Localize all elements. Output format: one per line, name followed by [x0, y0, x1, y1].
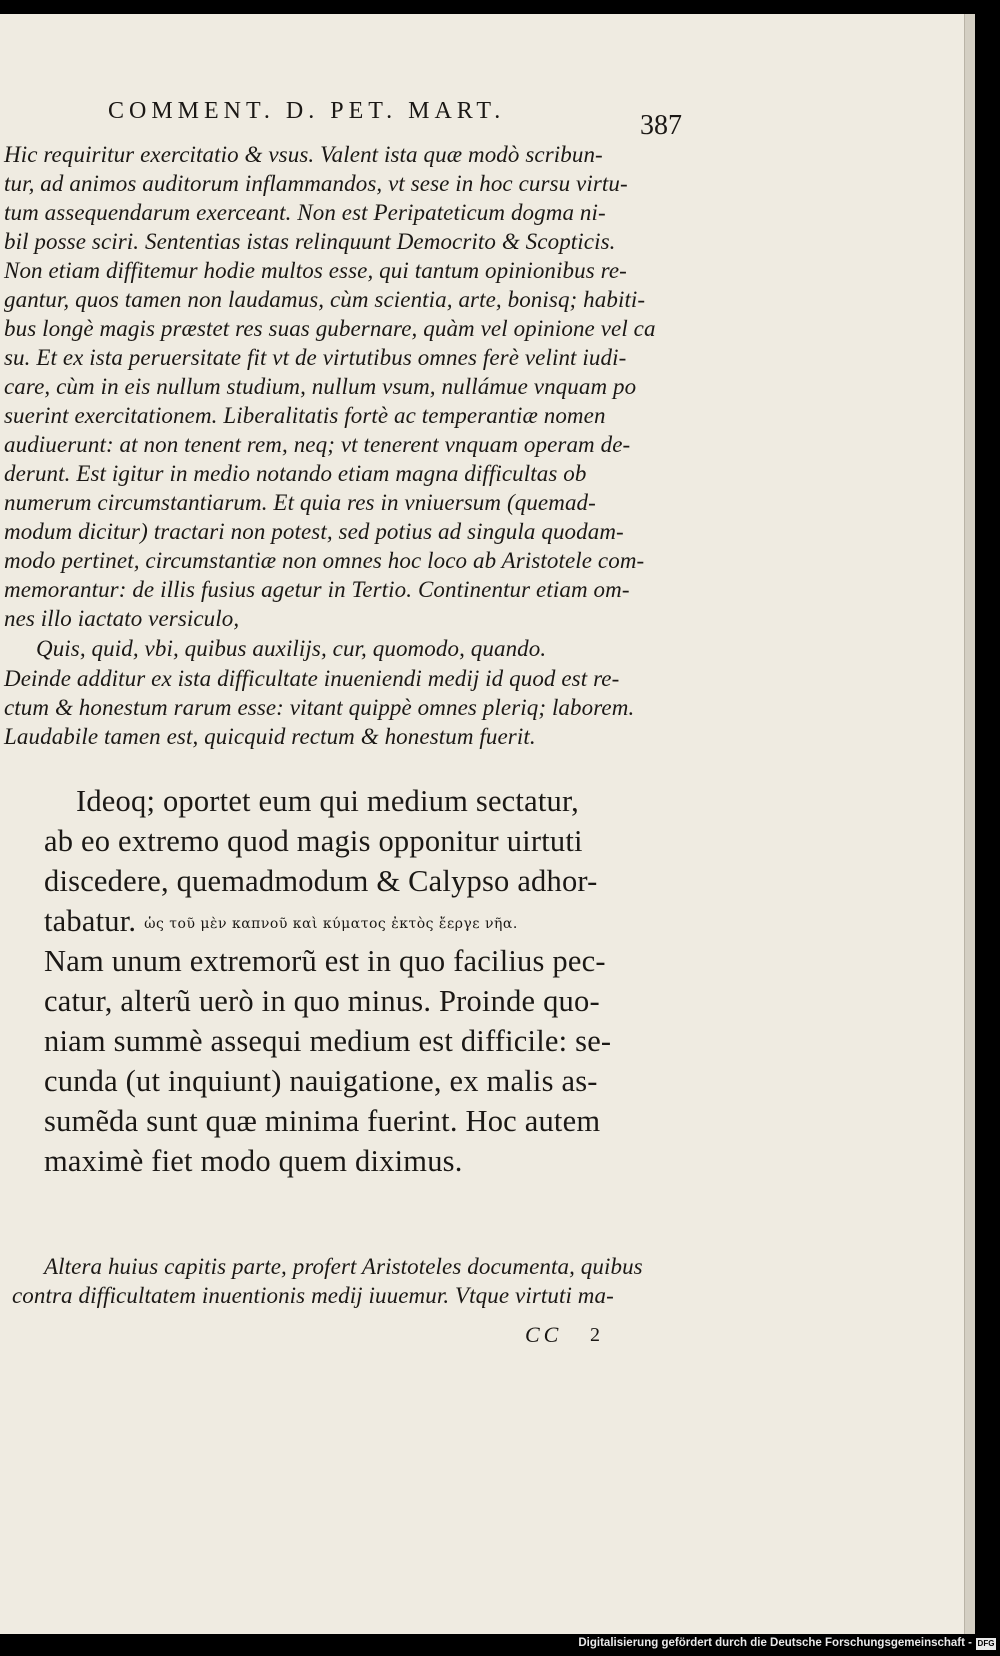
commentary-line: Non etiam diffitemur hodie multos esse, qui tantum opinionibus re- [4, 258, 627, 283]
commentary-line: suerint exercitationem. Liberalitatis fortè ac temperantiæ nomen [4, 403, 606, 428]
book-page [0, 14, 975, 1634]
lemma-line [44, 904, 518, 939]
lemma-line: cunda (ut inquiunt) nauigatione, ex malis as- [44, 1064, 598, 1098]
running-head: COMMENT. D. PET. MART. [108, 98, 506, 124]
commentary-line: tum assequendarum exerceant. Non est Peripateticum dogma ni- [4, 200, 606, 225]
commentary-line: numerum circumstantiarum. Et quia res in vniuersum (quemad- [4, 490, 596, 515]
lemma-line: Nam unum extremorũ est in quo facilius pec- [44, 944, 606, 978]
commentary-line: memorantur: de illis fusius agetur in Tertio. Continentur etiam om- [4, 577, 630, 602]
lemma-line: ab eo extremo quod magis opponitur uirtuti [44, 824, 583, 858]
commentary-line: contra difficultatem inuentionis medij iuuemur. Vtque virtuti ma- [12, 1283, 614, 1308]
commentary-line: derunt. Est igitur in medio notando etiam magna difficultas ob [4, 461, 587, 486]
lemma-line: maximè fiet modo quem diximus. [44, 1144, 463, 1178]
commentary-line: tur, ad animos auditorum inflammandos, vt sese in hoc cursu virtu- [4, 171, 628, 196]
lemma-line: catur, alterũ uerò in quo minus. Proinde quo- [44, 984, 600, 1018]
commentary-line: modo pertinet, circumstantiæ non omnes hoc loco ab Aristotele com- [4, 548, 645, 573]
commentary-line: su. Et ex ista peruersitate fit vt de virtutibus omnes ferè velint iudi- [4, 345, 627, 370]
footer-credit: Digitalisierung gefördert durch die Deutsche Forschungsgemeinschaft - [578, 1637, 972, 1649]
page-edge [964, 14, 975, 1634]
commentary-line: ctum & honestum rarum esse: vitant quippè omnes pleriq; laborem. [4, 695, 635, 720]
commentary-line: gantur, quos tamen non laudamus, cùm scientia, arte, bonisq; habiti- [4, 287, 646, 312]
commentary-line: Altera huius capitis parte, profert Aristoteles documenta, quibus [44, 1254, 643, 1279]
signature-number: 2 [590, 1324, 600, 1346]
lemma-tabatur: tabatur. [44, 904, 137, 938]
commentary-line: modum dicitur) tractari non potest, sed potius ad singula quodam- [4, 519, 624, 544]
commentary-line: Laudabile tamen est, quicquid rectum & honestum fuerit. [4, 724, 536, 749]
commentary-line: Deinde additur ex ista difficultate inueniendi medij id quod est re- [4, 666, 620, 691]
commentary-line: bus longè magis præstet res suas gubernare, quàm vel opinione vel ca [4, 316, 656, 341]
commentary-line: Hic requiritur exercitatio & vsus. Valent ista quæ modò scribun- [4, 142, 603, 167]
footer-strip [0, 1634, 1000, 1656]
commentary-line: audiuerunt: at non tenent rem, neq; vt tenerent vnquam operam de- [4, 432, 631, 457]
commentary-line: bil posse sciri. Sententias istas relinquunt Democrito & Scopticis. [4, 229, 616, 254]
lemma-line: Ideoq; oportet eum qui medium sectatur, [76, 784, 579, 818]
page-number: 387 [640, 110, 682, 141]
greek-quote: ὡς τοῦ μὲν καπνοῦ καὶ κύματος ἐκτὸς ἔεργε νῆα. [144, 916, 518, 932]
dfg-logo: DFG [977, 1639, 995, 1648]
commentary-line: care, cùm in eis nullum studium, nullum vsum, nullámue vnquam po [4, 374, 637, 399]
commentary-line: nes illo iactato versiculo, [4, 606, 240, 631]
lemma-line: sumẽda sunt quæ minima fuerint. Hoc autem [44, 1104, 601, 1138]
lemma-line: niam summè assequi medium est difficile: se- [44, 1024, 612, 1058]
signature-mark: CC [525, 1322, 563, 1347]
lemma-line: discedere, quemadmodum & Calypso adhor- [44, 864, 598, 898]
verse-line: Quis, quid, vbi, quibus auxilijs, cur, quomodo, quando. [36, 636, 547, 661]
